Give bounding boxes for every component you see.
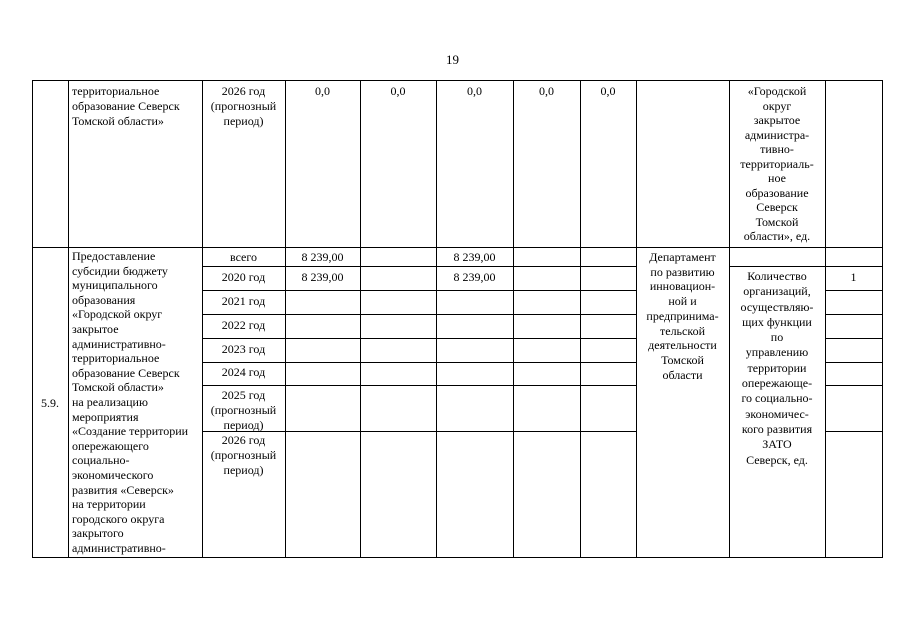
page-number: 19 <box>446 52 459 67</box>
indicator-divider <box>729 266 883 267</box>
continued-row-value-local: 0,0 <box>539 84 554 98</box>
row-number: 5.9. <box>41 396 59 410</box>
budget-table <box>32 80 883 558</box>
continued-row-value-other: 0,0 <box>600 84 616 98</box>
value-regional-all: 8 239,00 <box>453 250 496 264</box>
col-divider <box>436 80 437 558</box>
period-divider <box>202 362 636 363</box>
indicator-divider <box>825 362 883 363</box>
period-divider <box>202 338 636 339</box>
continued-row-name: территориальное образование Северск Томской области» <box>72 84 180 128</box>
row-divider <box>32 247 883 248</box>
indicator-divider <box>825 338 883 339</box>
table-border-bottom <box>32 557 883 558</box>
period-label: 2026 год (прогнозный период) <box>210 433 277 477</box>
indicator-divider <box>825 385 883 386</box>
col-divider <box>580 80 581 558</box>
continued-row-value-total: 0,0 <box>315 84 330 98</box>
continued-row-value-regional: 0,0 <box>467 84 482 98</box>
indicator-divider <box>825 431 883 432</box>
indicator-divider <box>825 314 883 315</box>
table-border-left <box>32 80 33 558</box>
period-label: 2020 год <box>221 270 266 284</box>
period-label: 2022 год <box>221 318 266 332</box>
value-total-2020: 8 239,00 <box>301 270 344 284</box>
col-divider <box>360 80 361 558</box>
col-divider <box>285 80 286 558</box>
period-divider <box>202 266 636 267</box>
period-divider <box>202 385 636 386</box>
table-border-right <box>882 80 883 558</box>
indicator-divider <box>825 290 883 291</box>
continued-row-indicator: «Городской округ закрытое администра- тивно- территориаль- ное образование Северск Томской области», ед. <box>740 84 814 243</box>
period-divider <box>202 314 636 315</box>
row-name: Предоставление субсидии бюджету муниципального образования «Городской округ закрытое административно- территориальное образование Северск Томской области» на реализацию мероприятия «Создание территории опережающего социально- экономического развития «Северск» на территории городского округа закрытого административно- <box>72 249 189 555</box>
col-divider <box>825 80 826 558</box>
col-divider <box>513 80 514 558</box>
value-total-all: 8 239,00 <box>301 250 344 264</box>
executor: Департамент по развитию инновацион- ной и предпринима- тельской деятельности Томской области <box>646 250 719 382</box>
col-divider <box>68 80 69 558</box>
continued-row-value-federal: 0,0 <box>390 84 406 98</box>
period-label: 2021 год <box>221 294 266 308</box>
period-label: 2025 год (прогнозный период) <box>210 388 277 432</box>
period-label: 2023 год <box>221 342 266 356</box>
value-regional-2020: 8 239,00 <box>453 270 496 284</box>
period-label: всего <box>229 250 258 264</box>
period-divider <box>202 290 636 291</box>
indicator: Количество организаций, осуществляю- щих функции по управлению территории опережающе- го социально- экономичес- кого развития ЗАТО Северск, ед. <box>740 269 814 467</box>
table-border-top <box>32 80 883 81</box>
indicator-value-2020: 1 <box>850 270 857 284</box>
period-label: 2024 год <box>221 365 266 379</box>
continued-row-year: 2026 год (прогнозный период) <box>210 84 277 128</box>
